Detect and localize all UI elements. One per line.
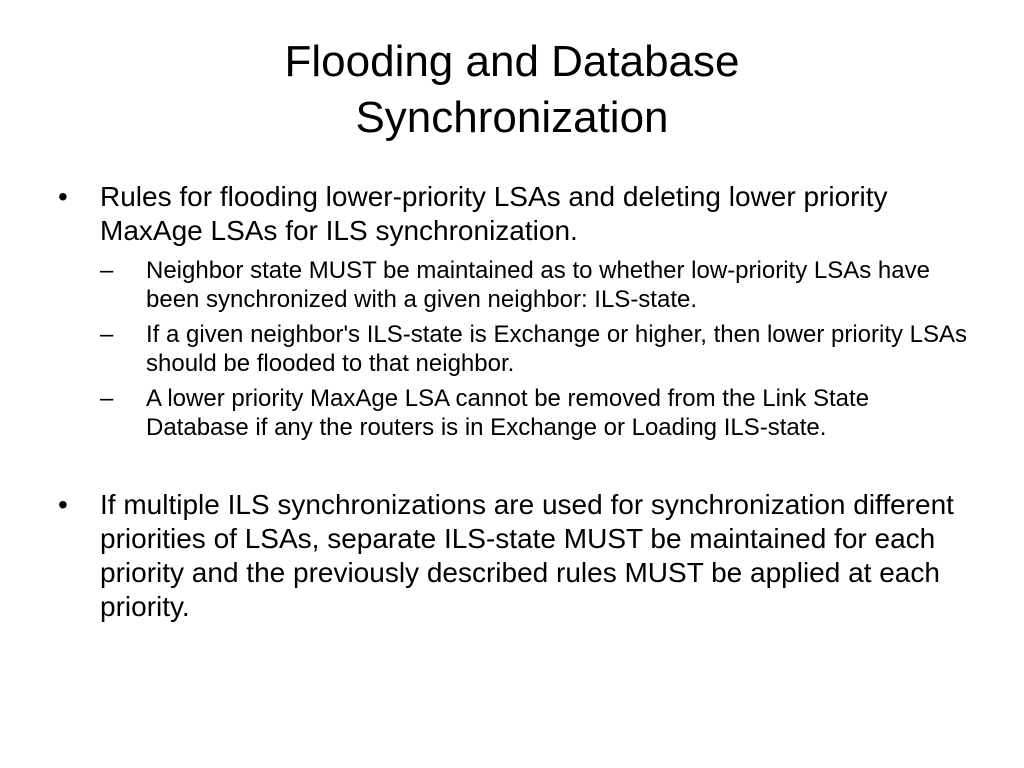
sub-bullet-marker: – [100, 385, 114, 412]
slide-title [60, 34, 964, 146]
title-line-2: Synchronization [355, 93, 669, 142]
sub-bullet-item-2 [100, 320, 978, 378]
bullet-marker: • [58, 181, 68, 212]
title-line-1: Flooding and Database [284, 37, 740, 86]
sub-bullet-text-2: If a given neighbor's ILS-state is Exchange or higher, then lower priority LSAs should be flooded to that neighbor. [146, 321, 968, 377]
bullet-item-1 [58, 180, 978, 248]
sub-bullet-item-3 [100, 384, 978, 442]
bullet-item-2 [58, 488, 978, 624]
sub-bullet-marker: – [100, 321, 114, 348]
sub-bullet-text-1: Neighbor state MUST be maintained as to whether low-priority LSAs have been synchronized with a given neighbor: ILS-state. [146, 257, 930, 313]
sub-bullet-text-3: A lower priority MaxAge LSA cannot be removed from the Link State Database if any the routers is in Exchange or Loading ILS-state. [146, 385, 870, 441]
sub-bullet-item-1 [100, 256, 978, 314]
spacer [58, 448, 978, 488]
sub-bullet-marker: – [100, 257, 114, 284]
bullet-marker: • [58, 489, 68, 520]
sub-bullet-list [100, 256, 978, 442]
bullet-text-2: If multiple ILS synchronizations are used for synchronization different priorities of LSAs, separate ILS-state MUST be maintained for each priority and the previously described rules MUST be applied at each priority. [100, 489, 954, 622]
slide-body [58, 180, 978, 624]
bullet-text-1: Rules for flooding lower-priority LSAs and deleting lower priority MaxAge LSAs for ILS synchronization. [100, 181, 888, 246]
